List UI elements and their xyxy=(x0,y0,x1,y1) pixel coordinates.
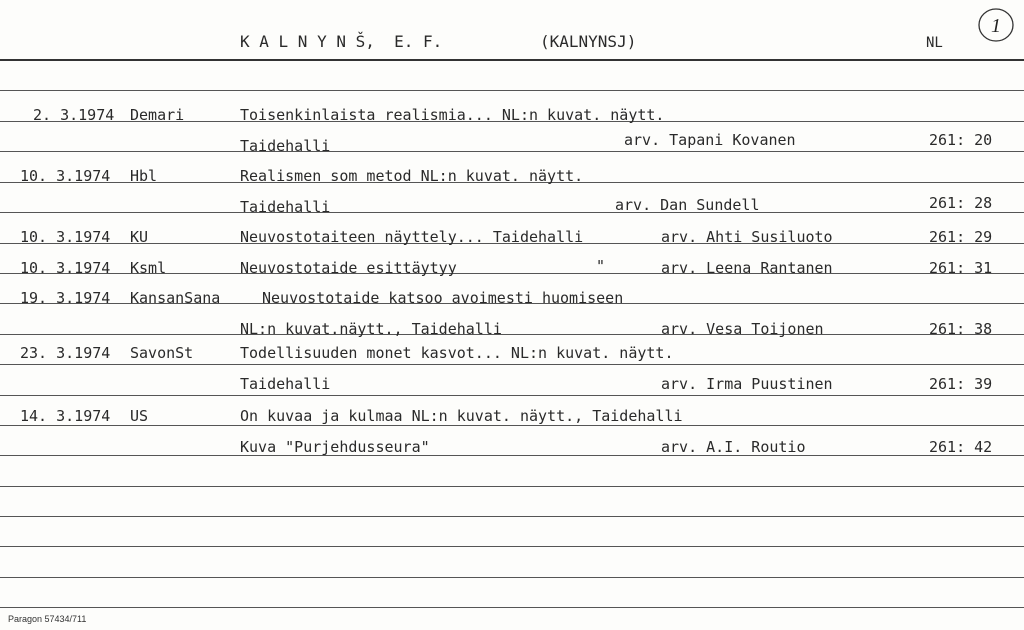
entry-newspaper: Hbl xyxy=(130,167,158,185)
entry-title-cont: Taidehalli xyxy=(240,137,331,155)
ruled-line xyxy=(0,546,1024,547)
entry-newspaper: KansanSana xyxy=(130,289,221,307)
entry-date: 23. 3.1974 xyxy=(20,344,111,362)
entry-title: Toisenkinlaista realismia... NL:n kuvat. näytt. xyxy=(240,106,665,124)
entry-title-cont: Taidehalli xyxy=(240,198,331,216)
entry-reviewer: arv. Irma Puustinen xyxy=(661,375,833,393)
entry-date: 14. 3.1974 xyxy=(20,407,111,425)
ditto-mark: " xyxy=(596,257,606,275)
card-form-number: Paragon 57434/711 xyxy=(8,614,87,624)
entry-newspaper: KU xyxy=(130,228,149,246)
entry-reviewer: arv. Vesa Toijonen xyxy=(661,320,824,338)
author-name: K A L N Y N Š, E. F. xyxy=(240,32,443,51)
entry-title: Neuvostotaiteen näyttely... Taidehalli xyxy=(240,228,584,246)
ruled-line xyxy=(0,90,1024,91)
entry-reference: 261: 38 xyxy=(929,320,993,338)
ruled-line xyxy=(0,395,1024,396)
entry-title-cont: NL:n kuvat.näytt., Taidehalli xyxy=(240,320,502,338)
author-alt-name: (KALNYNSJ) xyxy=(540,32,637,51)
entry-newspaper: US xyxy=(130,407,149,425)
entry-date: 2. 3.1974 xyxy=(33,106,115,124)
ruled-line xyxy=(0,212,1024,213)
entry-reference: 261: 29 xyxy=(929,228,993,246)
ruled-line xyxy=(0,577,1024,578)
entry-title: Realismen som metod NL:n kuvat. näytt. xyxy=(240,167,584,185)
entry-title-cont: Taidehalli xyxy=(240,375,331,393)
ruled-line xyxy=(0,486,1024,487)
entry-reference: 261: 42 xyxy=(929,438,993,456)
entry-reviewer: arv. A.I. Routio xyxy=(661,438,806,456)
entry-newspaper: Ksml xyxy=(130,259,167,277)
entry-newspaper: SavonSt xyxy=(130,344,194,362)
header-rule xyxy=(0,59,1024,61)
ruled-line xyxy=(0,607,1024,608)
card-number-circle xyxy=(977,6,1015,44)
entry-reference: 261: 31 xyxy=(929,259,993,277)
entry-reviewer: arv. Ahti Susiluoto xyxy=(661,228,833,246)
entry-reference: 261: 39 xyxy=(929,375,993,393)
entry-title: On kuvaa ja kulmaa NL:n kuvat. näytt., Taidehalli xyxy=(240,407,683,425)
entry-reviewer: arv. Tapani Kovanen xyxy=(624,131,796,149)
entry-reference: 261: 20 xyxy=(929,131,993,149)
card-number: 1 xyxy=(991,15,1001,37)
ruled-line xyxy=(0,364,1024,365)
entry-title: Neuvostotaide katsoo avoimesti huomiseen xyxy=(262,289,624,307)
entry-newspaper: Demari xyxy=(130,106,185,124)
ruled-line xyxy=(0,455,1024,456)
ruled-line xyxy=(0,151,1024,152)
entry-reviewer: arv. Dan Sundell xyxy=(615,196,760,214)
entry-date: 10. 3.1974 xyxy=(20,228,111,246)
entry-date: 10. 3.1974 xyxy=(20,259,111,277)
entry-title: Todellisuuden monet kasvot... NL:n kuvat. näytt. xyxy=(240,344,674,362)
entry-date: 10. 3.1974 xyxy=(20,167,111,185)
entry-reviewer: arv. Leena Rantanen xyxy=(661,259,833,277)
entry-title: Neuvostotaide esittäytyy xyxy=(240,259,457,277)
ruled-line xyxy=(0,516,1024,517)
entry-date: 19. 3.1974 xyxy=(20,289,111,307)
entry-reference: 261: 28 xyxy=(929,194,993,212)
entry-title-cont: Kuva "Purjehdusseura" xyxy=(240,438,430,456)
ruled-line xyxy=(0,425,1024,426)
category-code: NL xyxy=(926,35,943,51)
ruled-line xyxy=(0,334,1024,335)
